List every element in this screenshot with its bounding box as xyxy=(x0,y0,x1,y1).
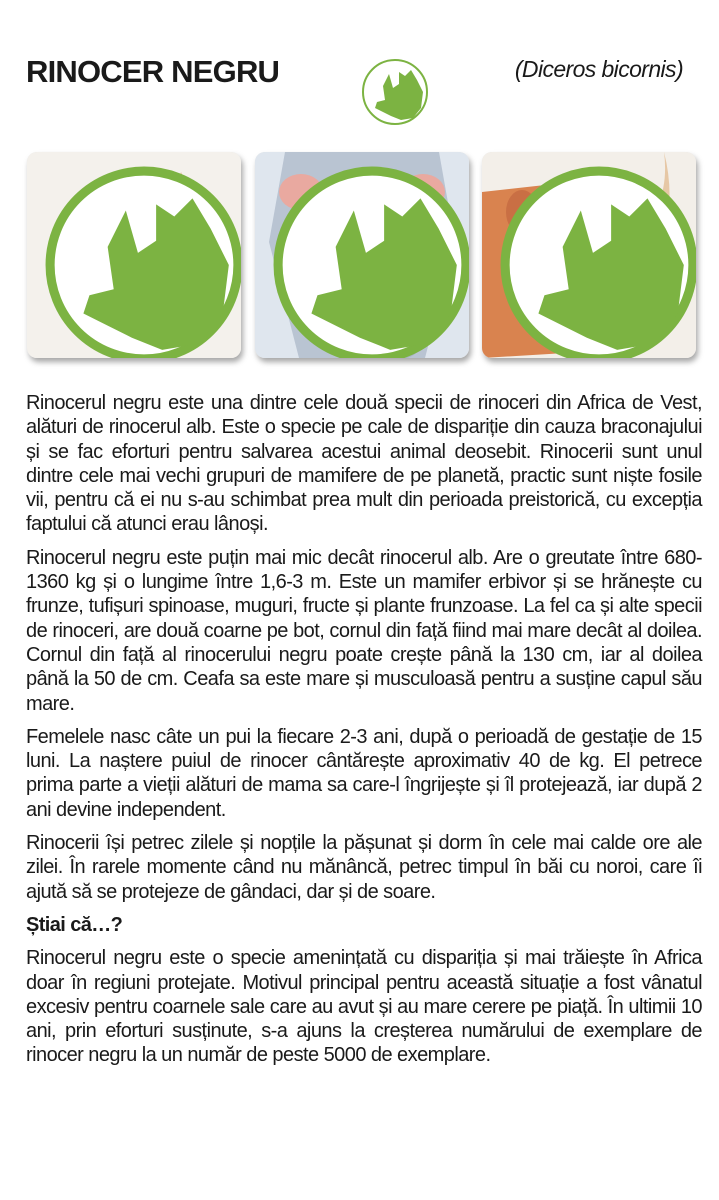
did-you-know-heading: Știai că…? xyxy=(26,913,123,936)
rhino-head-icon xyxy=(265,162,469,358)
rhino-head-icon xyxy=(361,58,429,126)
baby-rhino-image xyxy=(27,152,241,358)
did-you-know-text: Rinocerul negru este o specie amenințată cu dispariția și mai trăiește în Africa doar în regiuni protejate. Motivul principal pentru această situație a fost vânatul excesiv pentru coarnele sale care au avut și au mare cerere pe piață. În ultimii 10 ani, prin eforturi susținute, s-a ajuns la creșterea numărului de exemplare de rinocer negru la un număr de peste 5000 de exemplare. xyxy=(26,947,702,1067)
page-title: RINOCER NEGRU xyxy=(26,54,280,89)
latin-name: (Diceros bicornis) xyxy=(514,56,683,82)
article-body xyxy=(26,391,702,1077)
rhino-horns-image xyxy=(482,152,696,358)
rhino-head-icon xyxy=(492,162,696,358)
rhino-face-image xyxy=(255,152,469,358)
paragraph-description: Rinocerul negru este puțin mai mic decât rinocerul alb. Are o greutate între 680-1360 kg și o lungime între 1,6-3 m. Este un mamifer erbivor și se hrănește cu frunze, tufișuri spinoase, muguri, fructe și plante frunzoase. La fel ca și alte specii de rinoceri, are două coarne pe bot, cornul din față fiind mai mare decât al doilea. Cornul din față al rinocerului negru poate crește până la 130 cm, iar al doilea până la 50 de cm. Ceafa sa este mare și musculoasă pentru a susține capul său mare. xyxy=(26,546,702,715)
paragraph-reproduction: Femelele nasc câte un pui la fiecare 2-3 ani, după o perioadă de gestație de 15 luni. La naștere puiul de rinocer cântărește aproximativ 40 de kg. El petrece prima parte a vieții alături de mama sa care-l îngrijește și îl protejează, iar după 2 ani devine independent. xyxy=(26,725,702,821)
paragraph-intro: Rinocerul negru este una dintre cele două specii de rinoceri din Africa de Vest, alături de rinocerul alb. Este o specie pe cale de dispariție din cauza braconajului și se fac eforturi pentru salvarea acestui animal deosebit. Rinocerii sunt unul dintre cele mai vechi grupuri de mamifere de pe planetă, practic sunt niște fosile vii, pentru că ei nu s-au schimbat prea mult din perioada preistorică, cu excepția faptului că atunci erau lânoși. xyxy=(26,392,702,536)
paragraph-behavior: Rinocerii își petrec zilele și nopțile la pășunat și dorm în cele mai calde ore ale zilei. În rarele momente când nu mănâncă, petrec timpul în băi cu noroi, care îi ajută să se protejeze de gândaci, dar și de soare. xyxy=(26,832,702,903)
rhino-head-icon xyxy=(37,162,241,358)
